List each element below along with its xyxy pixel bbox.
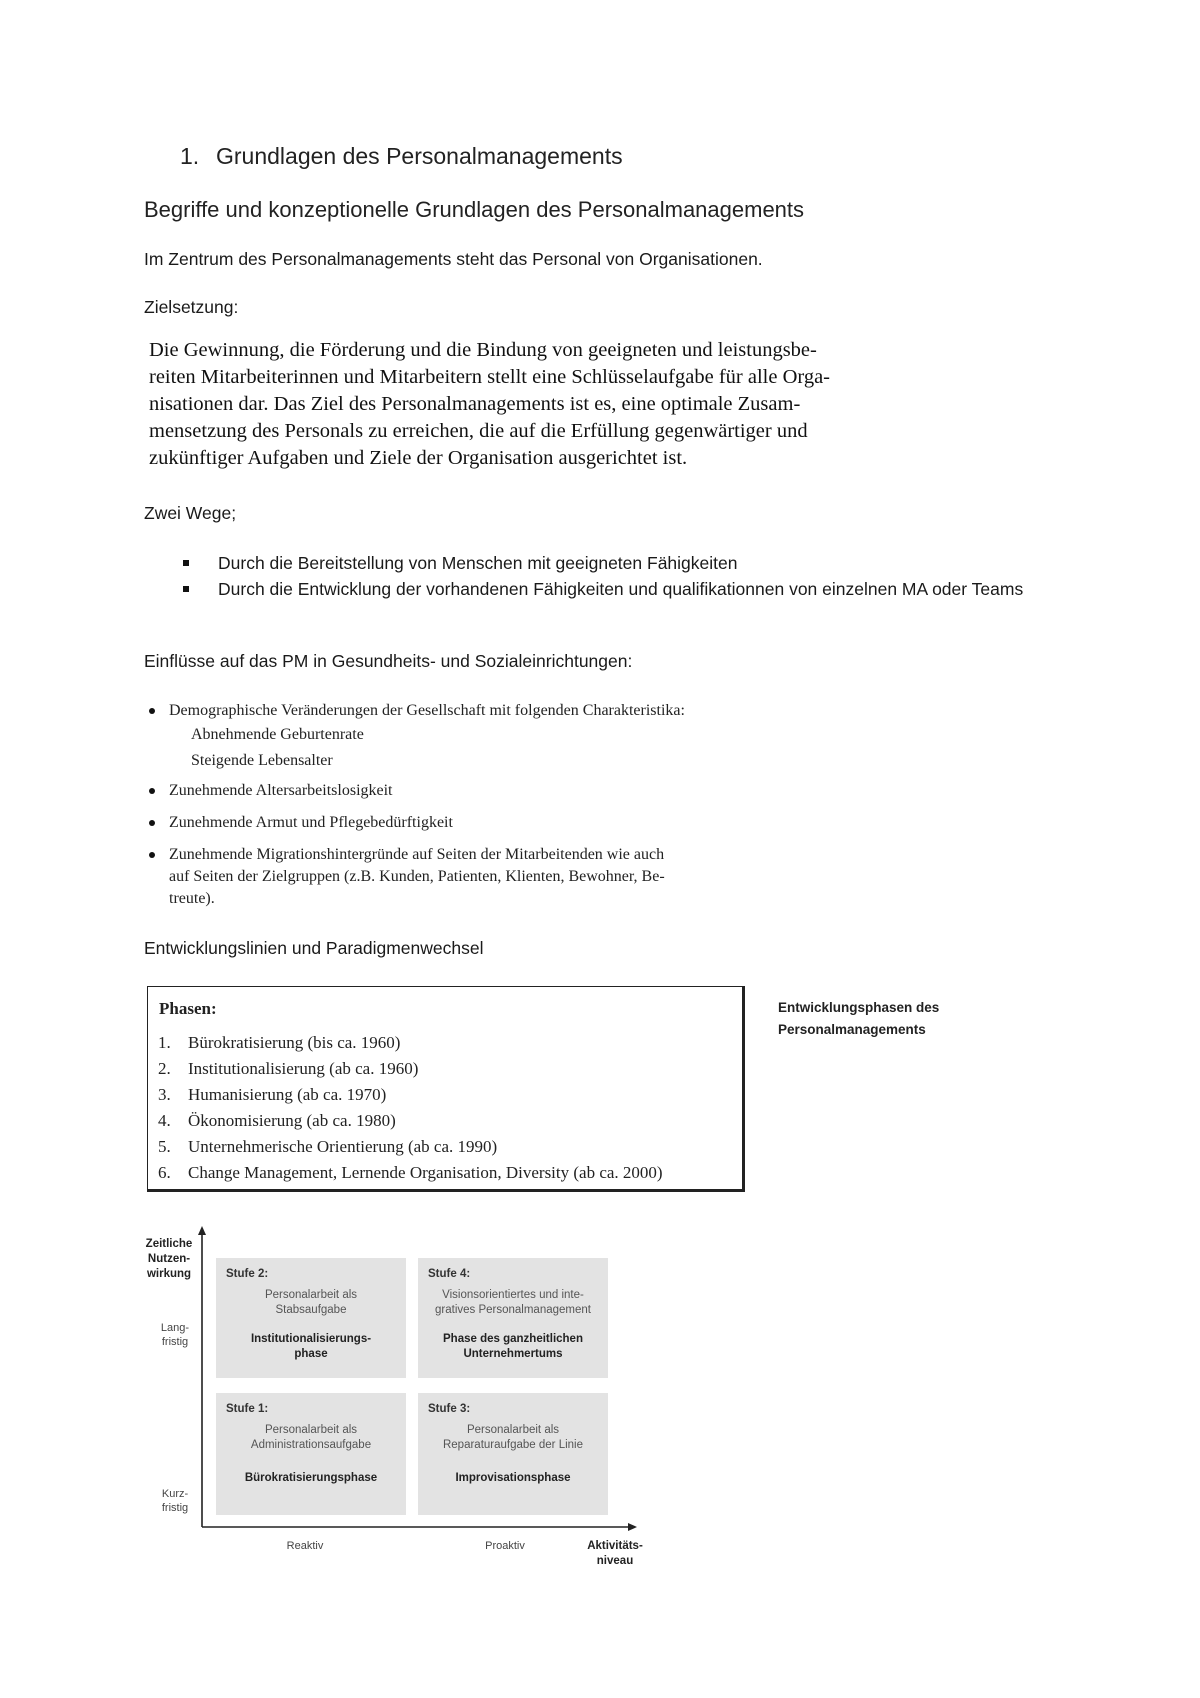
y-axis-arrow-icon [198, 1226, 206, 1235]
round-bullet-icon [149, 788, 155, 794]
einfluesse-list [147, 700, 747, 910]
subsection-heading: Begriffe und konzeptionelle Grundlagen des Personalmanagements [144, 197, 805, 222]
phase-item: 3. Humanisierung (ab ca. 1970) [158, 1085, 387, 1104]
quote-line: nisationen dar. Das Ziel des Personalmanagements ist es, eine optimale Zusam- [149, 393, 801, 415]
list-item-text: Demographische Veränderungen der Gesellschaft mit folgenden Charakteristika: [169, 702, 685, 719]
section-number: 1. [180, 143, 200, 169]
list-item-text: Durch die Entwicklung der vorhandenen Fähigkeiten und qualifikationnen von einzelnen MA oder Teams [218, 579, 1024, 599]
zielsetzung-quote [149, 337, 909, 472]
phase-item: 2. Institutionalisierung (ab ca. 1960) [158, 1059, 419, 1078]
stage-cell: Stufe 3: Personalarbeit als Reparaturaufgabe der Linie Improvisationsphase [418, 1393, 608, 1515]
list-item-line: auf Seiten der Zielgruppen (z.B. Kunden, Patienten, Klienten, Bewohner, Be- [169, 868, 665, 885]
list-item [147, 812, 747, 834]
zielsetzung-label: Zielsetzung: [144, 297, 239, 317]
phase-item: 6. Change Management, Lernende Organisation, Diversity (ab ca. 2000) [158, 1163, 663, 1182]
stage-cell: Stufe 1: Personalarbeit als Administrationsaufgabe Bürokratisierungsphase [216, 1393, 406, 1515]
figure-caption: Entwicklungsphasen des Personalmanagements [778, 1000, 940, 1037]
sub-item: Steigende Lebensalter [191, 752, 333, 769]
stage-cell: Stufe 2: Personalarbeit als Stabsaufgabe Institutionalisierungs- phase [216, 1258, 406, 1378]
section-title: Grundlagen des Personalmanagements [216, 143, 623, 169]
x-tick-reactive: Reaktiv [286, 1540, 324, 1552]
einfluesse-label: Einflüsse auf das PM in Gesundheits- und Sozialeinrichtungen: [144, 651, 633, 671]
x-axis-label: Aktivitäts- niveau [587, 1540, 643, 1567]
quote-line: reiten Mitarbeiterinnen und Mitarbeitern stellt eine Schlüsselaufgabe für alle Orga- [149, 366, 831, 388]
list-item [147, 844, 747, 910]
y-tick-longterm: Lang- fristig [160, 1322, 190, 1348]
round-bullet-icon [149, 852, 155, 858]
phase-item: 1. Bürokratisierung (bis ca. 1960) [158, 1033, 401, 1052]
stage-cell: Stufe 4: Visionsorientiertes und inte- gratives Personalmanagement Phase des ganzheitlichen Unternehmertums [418, 1258, 608, 1378]
square-bullet-icon [183, 560, 189, 566]
list-item-line: Zunehmende Migrationshintergründe auf Seiten der Mitarbeitenden wie auch [169, 846, 665, 863]
x-tick-proactive: Proaktiv [485, 1540, 525, 1552]
sub-item: Abnehmende Geburtenrate [191, 726, 364, 743]
list-item-text: Zunehmende Altersarbeitslosigkeit [169, 782, 393, 799]
list-item [180, 576, 1060, 602]
list-item [147, 700, 747, 722]
list-item-text: Zunehmende Armut und Pflegebedürftigkeit [169, 814, 453, 831]
y-tick-shortterm: Kurz- fristig [161, 1488, 189, 1514]
round-bullet-icon [149, 820, 155, 826]
round-bullet-icon [149, 708, 155, 714]
phasen-box [147, 986, 745, 1192]
quote-line: Die Gewinnung, die Förderung und die Bindung von geeigneten und leistungsbe- [149, 339, 817, 361]
y-axis-label: Zeitliche Nutzen- wirkung [145, 1238, 193, 1280]
section-heading [180, 143, 623, 170]
list-item-text: Durch die Bereitstellung von Menschen mit geeigneten Fähigkeiten [218, 553, 738, 573]
list-item-line: treute). [169, 890, 215, 907]
phasen-title: Phasen: [159, 999, 217, 1018]
phase-item: 4. Ökonomisierung (ab ca. 1980) [158, 1111, 396, 1130]
zwei-wege-label: Zwei Wege; [144, 503, 237, 523]
wege-list [180, 550, 1060, 602]
list-item [147, 780, 747, 802]
quote-line: zukünftiger Aufgaben und Ziele der Organisation ausgerichtet ist. [149, 447, 688, 469]
list-item [180, 550, 1060, 576]
quote-line: mensetzung des Personals zu erreichen, die auf die Erfüllung gegenwärtiger und [149, 420, 808, 442]
phase-item: 5. Unternehmerische Orientierung (ab ca. 1990) [158, 1137, 498, 1156]
square-bullet-icon [183, 586, 189, 592]
intro-paragraph: Im Zentrum des Personalmanagements steht das Personal von Organisationen. [144, 249, 763, 269]
stufen-diagram [140, 1225, 660, 1575]
entwicklungslinien-label: Entwicklungslinien und Paradigmenwechsel [144, 938, 484, 958]
x-axis-arrow-icon [628, 1523, 637, 1531]
